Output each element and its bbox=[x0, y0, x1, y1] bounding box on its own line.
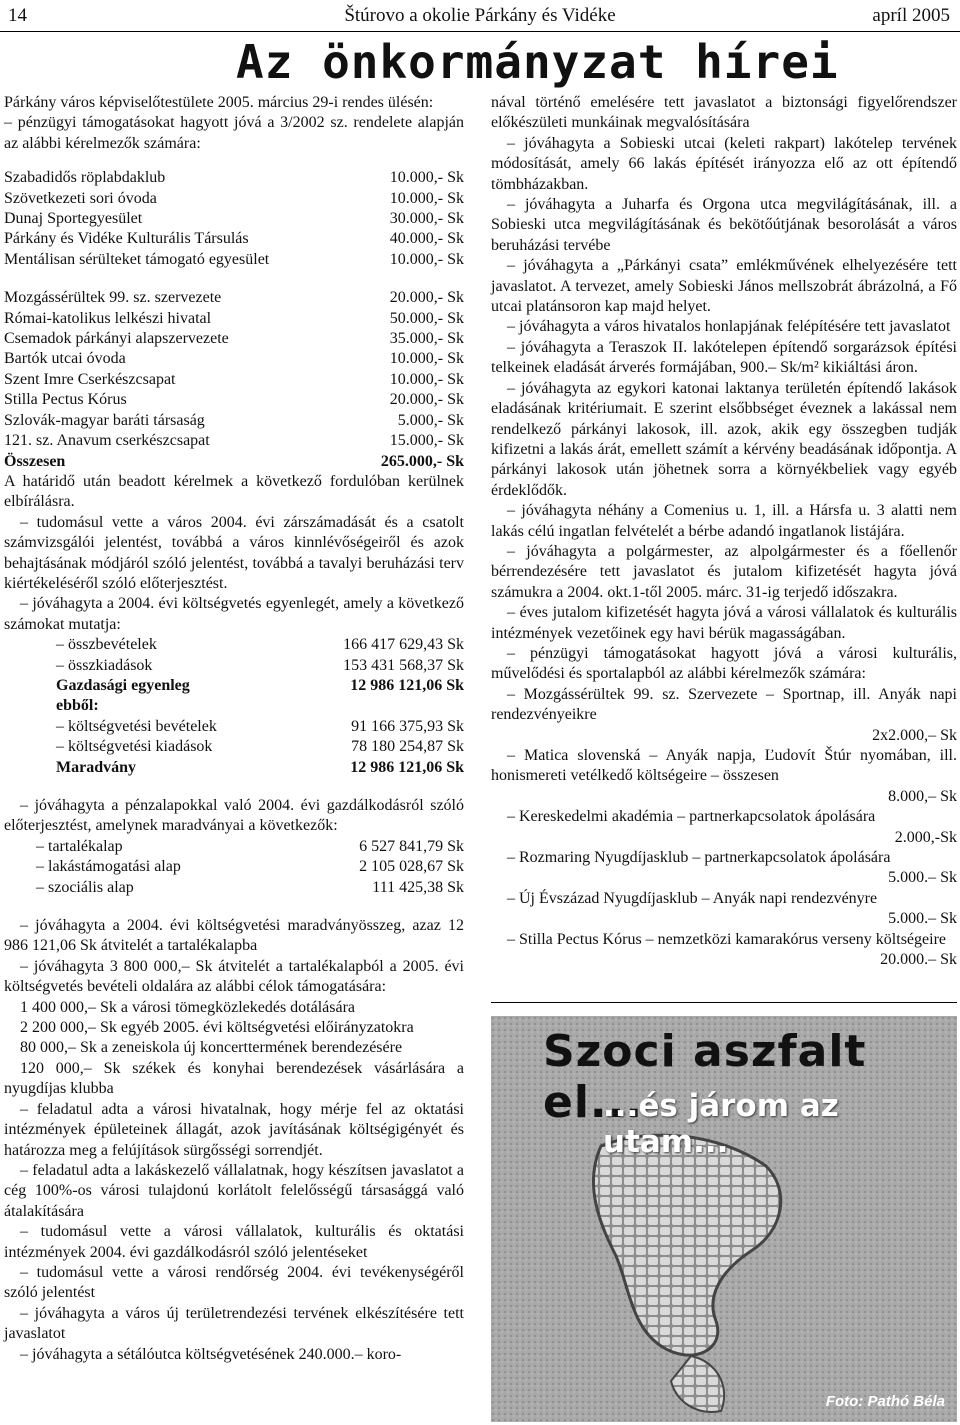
resolution-paragraph: – jóváhagyta a város hivatalos honlapjának felépítésére tett javaslatot bbox=[507, 318, 951, 336]
grant-row bbox=[4, 309, 464, 329]
budget-row bbox=[56, 737, 464, 757]
resolution-paragraph: – jóváhagyta a polgármester, az alpolgármester és a főellenőr bérrendezésére tett javaslatot és jutalom kifizetését hagyta jóvá számukra a 2004. okt.1-től 2005. márc. 31-ig terjedő időszakra. bbox=[491, 542, 957, 601]
budget-row bbox=[56, 635, 464, 655]
grant-amount: 50.000,- Sk bbox=[389, 309, 464, 327]
grant-name: Stilla Pectus Kórus bbox=[4, 391, 127, 409]
resolution-paragraph: – jóváhagyta a 2004. évi költségvetési maradványösszeg, azaz 12 986 121,06 Sk átvitelét a tartalékalapba bbox=[4, 917, 464, 955]
budget-row bbox=[56, 696, 464, 716]
grant-row bbox=[4, 189, 464, 209]
page-number: 14 bbox=[8, 5, 27, 26]
grant-row bbox=[4, 349, 464, 369]
support-item-amount: 2.000,-Sk bbox=[894, 828, 957, 846]
fund-row bbox=[36, 857, 464, 877]
funds-table bbox=[36, 837, 464, 898]
grant-amount: 10.000,- Sk bbox=[389, 250, 464, 268]
resolution-paragraph: – jóváhagyta a Juharfa és Orgona utca megvilágításának, ill. a Sobieski utca megvilágításának és bekötőútjának besorolását a város beruházási tervébe bbox=[491, 196, 957, 254]
budget-label: Maradvány bbox=[56, 758, 136, 776]
budget-row bbox=[56, 676, 464, 696]
support-item bbox=[491, 889, 957, 930]
grant-row bbox=[4, 288, 464, 308]
budget-row bbox=[56, 717, 464, 737]
grant-amount: 20.000,- Sk bbox=[389, 289, 464, 307]
budget-value: 91 166 375,93 Sk bbox=[351, 717, 464, 735]
closing-paragraph: – tudomásul vette a város 2004. évi zárszámadását és a csatolt számvizsgálói jelentést, továbbá a város kinnlévőségeiről és azok behajtásának módjáról szóló jelentést, továbbá a tavalyi beruházási terv kiértékeléséről szóló előterjesztést. bbox=[4, 513, 464, 592]
resolution-paragraph: 120 000,– Sk székek és konyhai berendezések vásárlására a nyugdíjas klubba bbox=[4, 1059, 464, 1098]
resolution-paragraph: – jóváhagyta a sétálóutca költségvetésének 240.000.– koro- bbox=[20, 1345, 402, 1363]
publication-title bbox=[0, 5, 960, 27]
support-item-text: – Új Évszázad Nyugdíjasklub – Anyák napi rendezvényre bbox=[507, 889, 878, 907]
fund-value: 2 105 028,67 Sk bbox=[359, 858, 464, 876]
support-item bbox=[491, 930, 957, 971]
support-item-text: – Rozmaring Nyugdíjasklub – partnerkapcsolatok ápolására bbox=[507, 849, 891, 867]
grant-row bbox=[4, 168, 464, 188]
budget-row bbox=[56, 656, 464, 676]
deadline-paragraph: A határidő után beadott kérelmek a következő fordulóban kerülnek elbírálásra. bbox=[4, 472, 464, 511]
support-item-amount: 2x2.000,– Sk bbox=[872, 726, 957, 744]
end-paragraphs bbox=[4, 916, 464, 1365]
resolution-paragraph: – feladatul adta a városi hivatalnak, hogy mérje fel az oktatási intézmények épületeinek állagát, azok javításának költségigényét és határozza meg a felújítások sürgősségi sorrendjét. bbox=[4, 1100, 464, 1159]
grant-name: Szlovák-magyar baráti társaság bbox=[4, 411, 205, 429]
approved-paragraph: – jóváhagyta a 2004. évi költségvetés egyenlegét, amely a következő számokat mutatja: bbox=[4, 595, 464, 633]
support-item bbox=[491, 685, 957, 746]
fund-label: – tartalékalap bbox=[36, 837, 123, 855]
support-item-amount: 8.000,– Sk bbox=[888, 787, 957, 805]
resolution-paragraph: 2 200 000,– Sk egyéb 2005. évi költségvetési előirányzatokra bbox=[20, 1019, 414, 1037]
photo-headline: Szoci aszfalt el... bbox=[543, 1026, 867, 1128]
grant-name: Bartók utcai óvoda bbox=[4, 350, 126, 368]
resolution-paragraph: nával történő emelésére tett javaslatot a biztonsági figyelőrendszer előkészületi munkáinak megvalósítására bbox=[491, 94, 957, 132]
grant-name: Szabadidős röplabdaklub bbox=[4, 169, 166, 187]
budget-label: Gazdasági egyenleg bbox=[56, 676, 190, 694]
grant-name: Szövetkezeti sori óvoda bbox=[4, 189, 157, 207]
support-item bbox=[491, 848, 957, 889]
budget-value bbox=[314, 696, 464, 716]
budget-value: 12 986 121,06 Sk bbox=[350, 676, 464, 694]
grant-amount: 20.000,- Sk bbox=[389, 391, 464, 409]
publication-name: Štúrovo a okolie Párkány és Vidéke bbox=[344, 5, 616, 26]
grant-row bbox=[4, 329, 464, 349]
fund-value: 6 527 841,79 Sk bbox=[359, 837, 464, 855]
header-divider bbox=[0, 31, 960, 32]
resolution-paragraph: – tudomásul vette a városi rendőrség 2004. évi tevékenységéről szóló jelentést bbox=[4, 1263, 464, 1302]
grant-amount: 15.000,- Sk bbox=[389, 432, 464, 450]
right-paragraphs bbox=[491, 93, 957, 685]
resolution-paragraph: 80 000,– Sk a zeneiskola új koncerttermének berendezésére bbox=[20, 1039, 403, 1057]
budget-row bbox=[56, 758, 464, 778]
grant-total-label: Összesen bbox=[4, 452, 66, 470]
budget-value: 12 986 121,06 Sk bbox=[350, 758, 464, 776]
grant-row bbox=[4, 390, 464, 410]
grant-row bbox=[4, 229, 464, 249]
resolution-paragraph: – jóváhagyta a Teraszok II. lakótelepen építendő sorgarázsok építési telkeinek eladását árverés formájában, 900.– Sk/m² kikiáltási áron. bbox=[491, 338, 957, 377]
grant-amount: 10.000,- Sk bbox=[389, 189, 464, 207]
funds-paragraph: – jóváhagyta a pénzalapokkal való 2004. évi gazdálkodásról szóló előterjesztést, amelynek maradványai a következők: bbox=[4, 797, 464, 835]
left-column bbox=[4, 93, 464, 1365]
budget-table bbox=[56, 635, 464, 778]
budget-label: – költségvetési bevételek bbox=[56, 717, 217, 735]
grant-name: Mentálisan sérülteket támogató egyesület bbox=[4, 250, 270, 268]
fund-row bbox=[36, 837, 464, 857]
page-header bbox=[0, 0, 960, 30]
support-item-text: – Stilla Pectus Kórus – nemzetközi kamarakórus verseny költségeire bbox=[507, 930, 946, 948]
support-list bbox=[491, 685, 957, 971]
right-column bbox=[491, 93, 957, 970]
grant-amount: 10.000,- Sk bbox=[389, 350, 464, 368]
grant-name: Dunaj Sportegyesület bbox=[4, 210, 143, 228]
grant-amount: 35.000,- Sk bbox=[389, 330, 464, 348]
grant-name: Csemadok párkányi alapszervezete bbox=[4, 330, 229, 348]
resolution-paragraph: – pénzügyi támogatásokat hagyott jóvá a városi kulturális, művelődési és sportalapból az alábbi kérelmezők számára: bbox=[491, 644, 957, 683]
grant-name: Párkány és Vidéke Kulturális Társulás bbox=[4, 230, 249, 248]
fund-row bbox=[36, 878, 464, 898]
support-item-amount: 5.000.– Sk bbox=[888, 869, 957, 887]
resolution-paragraph: – tudomásul vette a városi vállalatok, kulturális és oktatási intézmények 2004. évi gazdálkodásról szóló jelentéseket bbox=[4, 1223, 464, 1261]
grant-list-b bbox=[4, 288, 464, 451]
support-item-text: – Mozgássérültek 99. sz. Szervezete – Sportnap, ill. Anyák napi rendezvényeikre bbox=[491, 685, 957, 724]
grant-name: Mozgássérültek 99. sz. szervezete bbox=[4, 289, 222, 307]
grant-amount: 30.000,- Sk bbox=[389, 210, 464, 228]
grant-row bbox=[4, 411, 464, 431]
grant-amount: 5.000,- Sk bbox=[397, 411, 464, 429]
budget-label: – költségvetési kiadások bbox=[56, 738, 213, 756]
resolution-paragraph: – jóváhagyta a város új területrendezési tervének elkészítésére tett javaslatot bbox=[4, 1304, 464, 1343]
intro-paragraph: Párkány város képviselőtestülete 2005. március 29-i rendes ülésén: bbox=[4, 94, 434, 111]
grant-name: Szent Imre Cserkészcsapat bbox=[4, 370, 176, 388]
budget-label: ebből: bbox=[56, 697, 99, 715]
grant-row bbox=[4, 370, 464, 390]
support-item bbox=[491, 807, 957, 848]
grant-name: Római-katolikus lelkészi hivatal bbox=[4, 309, 212, 327]
resolution-paragraph: – jóváhagyta néhány a Comenius u. 1, ill. a Hársfa u. 3 alatti nem lakás célú ingatlan felvételét a bérbe adandó ingatlanok listájára. bbox=[491, 502, 957, 540]
support-item-text: – Kereskedelmi akadémia – partnerkapcsolatok ápolására bbox=[507, 808, 876, 826]
photo-credit: Foto: Pathó Béla bbox=[825, 1393, 945, 1410]
column-divider bbox=[491, 1002, 957, 1003]
fund-value: 111 425,38 Sk bbox=[372, 878, 464, 896]
budget-label: – összbevételek bbox=[56, 636, 157, 654]
grant-amount: 10.000,- Sk bbox=[389, 370, 464, 388]
grant-row bbox=[4, 431, 464, 451]
resolution-paragraph: 1 400 000,– Sk a városi tömegközlekedés dotálására bbox=[20, 998, 356, 1016]
grant-amount: 40.000,- Sk bbox=[389, 230, 464, 248]
budget-value: 153 431 568,37 Sk bbox=[343, 656, 464, 674]
resolution-paragraph: – jóváhagyta 3 800 000,– Sk átvitelét a tartalékalapból a 2005. évi költségvetés bevételi oldalára az alábbi célok támogatására: bbox=[4, 957, 464, 996]
resolution-paragraph: – jóváhagyta az egykori katonai laktanya területén építendő lakások eladásának kritériumait. E szerint elsőbbséget éveznek a lakással nem rendelkező párkányi lakosok, ill. azok, akik egy összegben tudják kifizetni a lakás árát, emellett számít a kérvény beadásának időpontja. A párkányi lakosok után jöhetnek sorra a környékbeliek vagy egyéb érdeklődők. bbox=[491, 379, 957, 499]
support-item-amount: 5.000.– Sk bbox=[888, 910, 957, 928]
intro-paragraph-2: – pénzügyi támogatásokat hagyott jóvá a 3/2002 sz. rendelete alapján az alábbi kérelmezők számára: bbox=[4, 114, 464, 152]
grant-amount: 10.000,- Sk bbox=[389, 169, 464, 187]
resolution-paragraph: – jóváhagyta a Sobieski utcai (keleti rakpart) lakótelep tervének módosítását, amely 66 lakás építését irányozza elő az ott építendő tömbházakban. bbox=[491, 134, 957, 193]
grant-name: 121. sz. Anavum cserkészcsapat bbox=[4, 432, 210, 450]
section-title: Az önkormányzat hírei bbox=[236, 35, 839, 89]
resolution-paragraph: – éves jutalom kifizetését hagyta jóvá a városi vállalatok és kulturális intézmények vezetőinek egy havi bérük magasságában. bbox=[491, 604, 957, 642]
resolution-paragraph: – jóváhagyta a „Párkányi csata” emlékművének elhelyezésére tett javaslatot. A tervezet, amely Sobieski János mellszobrát ábrázolná, a Fő utcai platánsoron kap majd helyet. bbox=[491, 257, 957, 316]
grant-row bbox=[4, 209, 464, 229]
grant-total-amount: 265.000,- Sk bbox=[380, 452, 464, 470]
grant-row bbox=[4, 250, 464, 270]
budget-value: 78 180 254,87 Sk bbox=[351, 738, 464, 756]
issue-date: apríl 2005 bbox=[872, 5, 950, 26]
grant-list-a bbox=[4, 168, 464, 270]
budget-label: – összkiadások bbox=[56, 656, 153, 674]
grant-total-row bbox=[4, 452, 464, 472]
pothole-photo bbox=[491, 1016, 957, 1422]
fund-label: – szociális alap bbox=[36, 878, 134, 896]
support-item bbox=[491, 746, 957, 807]
photo-subheadline: ...és járom az utam... bbox=[603, 1088, 839, 1160]
support-item-text: – Matica slovenská – Anyák napja, Ľudovít Štúr nyomában, ill. honismereti vetélkedő költségeire – összesen bbox=[491, 747, 957, 785]
fund-label: – lakástámogatási alap bbox=[36, 858, 181, 876]
support-item-amount: 20.000.– Sk bbox=[880, 951, 957, 969]
resolution-paragraph: – feladatul adta a lakáskezelő vállalatnak, hogy készítsen javaslatot a cég 100%-os városi tulajdonú korlátolt felelősségű társasággá való átalakítására bbox=[4, 1161, 464, 1220]
budget-value: 166 417 629,43 Sk bbox=[343, 636, 464, 654]
